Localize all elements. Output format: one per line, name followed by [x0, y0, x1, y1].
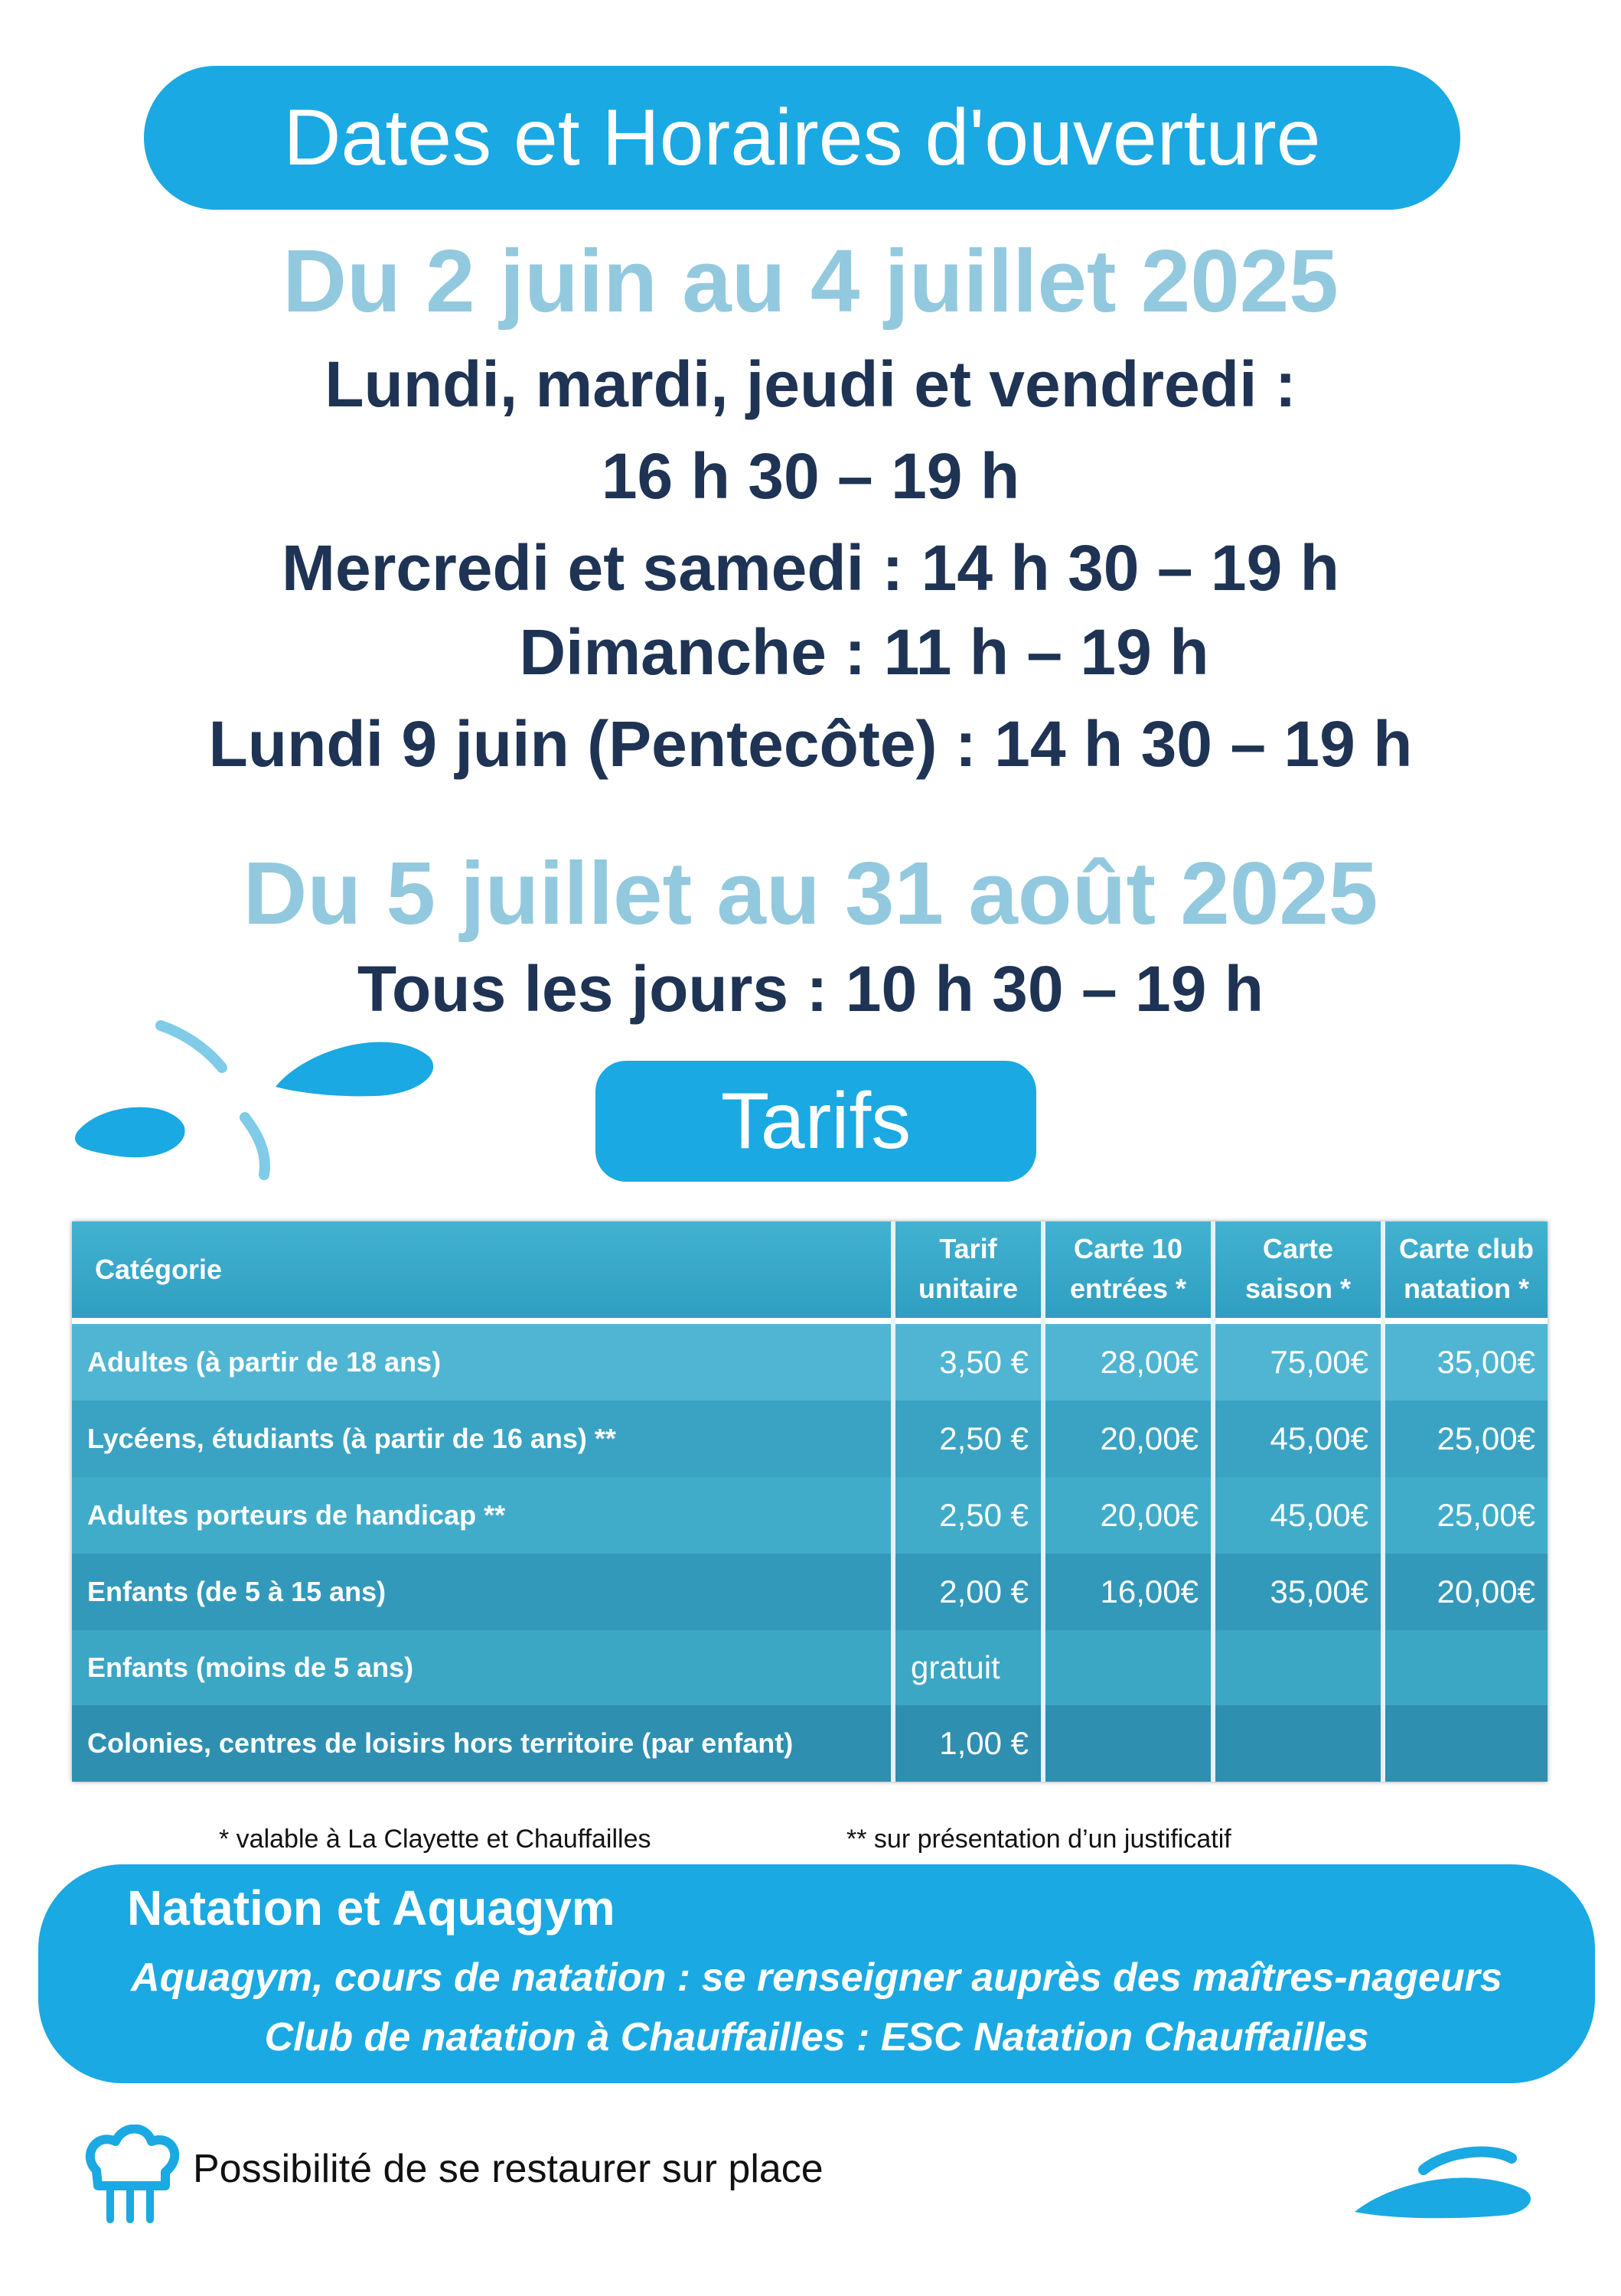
- table-header-unit: Tarif unitaire: [895, 1221, 1041, 1318]
- row-value-unit: 2,50 €: [939, 1497, 1029, 1533]
- natation-title: Natation et Aquagym: [127, 1880, 615, 1936]
- row-category: Adultes porteurs de handicap **: [87, 1499, 506, 1531]
- row-value-card10: 16,00€: [1100, 1574, 1199, 1609]
- table-row: [72, 1477, 1548, 1554]
- row-value-unit: gratuit: [911, 1649, 1000, 1685]
- row-value-unit: 1,00 €: [939, 1725, 1029, 1761]
- row-value-season: 45,00€: [1270, 1497, 1368, 1533]
- footnote-justificatif: ** sur présentation d’un justificatif: [846, 1825, 1231, 1854]
- row-value-unit: 2,50 €: [939, 1420, 1029, 1456]
- row-value-club: 35,00€: [1437, 1344, 1535, 1380]
- table-header-season: Carte saison *: [1215, 1221, 1381, 1318]
- row-value-unit: 3,50 €: [939, 1344, 1029, 1380]
- chef-hat-icon: [81, 2125, 181, 2224]
- row-value-card10: [1045, 1630, 1211, 1705]
- page-title: Dates et Horaires d'ouverture: [283, 93, 1321, 182]
- table-header-card10: Carte 10 entrées *: [1045, 1221, 1211, 1318]
- row-value-club: 25,00€: [1437, 1497, 1535, 1533]
- natation-line1: Aquagym, cours de natation : se renseigner auprès des maîtres-nageurs: [131, 1955, 1502, 2000]
- period1-line2: 16 h 30 – 19 h: [601, 440, 1020, 512]
- table-row: [72, 1630, 1548, 1705]
- row-category: Adultes (à partir de 18 ans): [87, 1346, 442, 1378]
- restaurant-text: Possibilité de se restaurer sur place: [193, 2147, 824, 2191]
- tarifs-banner: [595, 1061, 1036, 1182]
- natation-banner: [38, 1864, 1595, 2083]
- water-drop-icon: [69, 1010, 452, 1194]
- tarifs-title: Tarifs: [720, 1077, 912, 1166]
- column-divider: [1381, 1221, 1385, 1782]
- row-category: Colonies, centres de loisirs hors territoire (par enfant): [87, 1727, 794, 1759]
- period1-line5: Lundi 9 juin (Pentecôte) : 14 h 30 – 19 h: [208, 708, 1413, 780]
- wave-logo-icon: [1347, 2143, 1546, 2227]
- column-divider: [891, 1221, 895, 1782]
- row-value-card10: 20,00€: [1100, 1497, 1199, 1533]
- row-value-card10: 20,00€: [1100, 1420, 1199, 1456]
- period1-line4: Dimanche : 11 h – 19 h: [519, 616, 1209, 688]
- tariff-table: [72, 1221, 1548, 1782]
- row-value-card10: 28,00€: [1100, 1344, 1199, 1380]
- row-value-season: 35,00€: [1270, 1574, 1368, 1609]
- row-category: Enfants (moins de 5 ans): [87, 1652, 414, 1683]
- title-banner: [144, 66, 1460, 210]
- row-value-club: 20,00€: [1437, 1574, 1535, 1609]
- table-body: [72, 1324, 1548, 1782]
- row-value-club: 25,00€: [1437, 1420, 1535, 1456]
- table-row: [72, 1324, 1548, 1401]
- column-divider: [1211, 1221, 1215, 1782]
- table-row: [72, 1554, 1548, 1630]
- period1-line1: Lundi, mardi, jeudi et vendredi :: [325, 348, 1296, 420]
- natation-line2: Club de natation à Chauffailles : ESC Natation Chauffailles: [264, 2015, 1369, 2060]
- row-value-card10: [1045, 1705, 1211, 1782]
- column-divider: [1041, 1221, 1045, 1782]
- period1-line3: Mercredi et samedi : 14 h 30 – 19 h: [282, 532, 1339, 604]
- period2-title: Du 5 juillet au 31 août 2025: [243, 843, 1378, 943]
- row-value-club: [1385, 1705, 1548, 1782]
- row-category: Enfants (de 5 à 15 ans): [87, 1576, 386, 1607]
- period2-line1: Tous les jours : 10 h 30 – 19 h: [357, 953, 1264, 1025]
- row-value-season: [1215, 1705, 1381, 1782]
- row-value-season: 45,00€: [1270, 1420, 1368, 1456]
- table-header-club: Carte club natation *: [1385, 1221, 1548, 1318]
- row-category: Lycéens, étudiants (à partir de 16 ans) **: [87, 1423, 616, 1454]
- header-divider: [72, 1318, 1548, 1324]
- row-value-unit: 2,00 €: [939, 1574, 1029, 1609]
- row-value-season: 75,00€: [1270, 1344, 1368, 1380]
- row-value-season: [1215, 1630, 1381, 1705]
- table-row: [72, 1401, 1548, 1477]
- table-row: [72, 1705, 1548, 1782]
- footnote-card: * valable à La Clayette et Chauffailles: [219, 1825, 651, 1854]
- period1-title: Du 2 juin au 4 juillet 2025: [282, 231, 1339, 331]
- row-value-club: [1385, 1630, 1548, 1705]
- table-header-category: Catégorie: [72, 1221, 891, 1318]
